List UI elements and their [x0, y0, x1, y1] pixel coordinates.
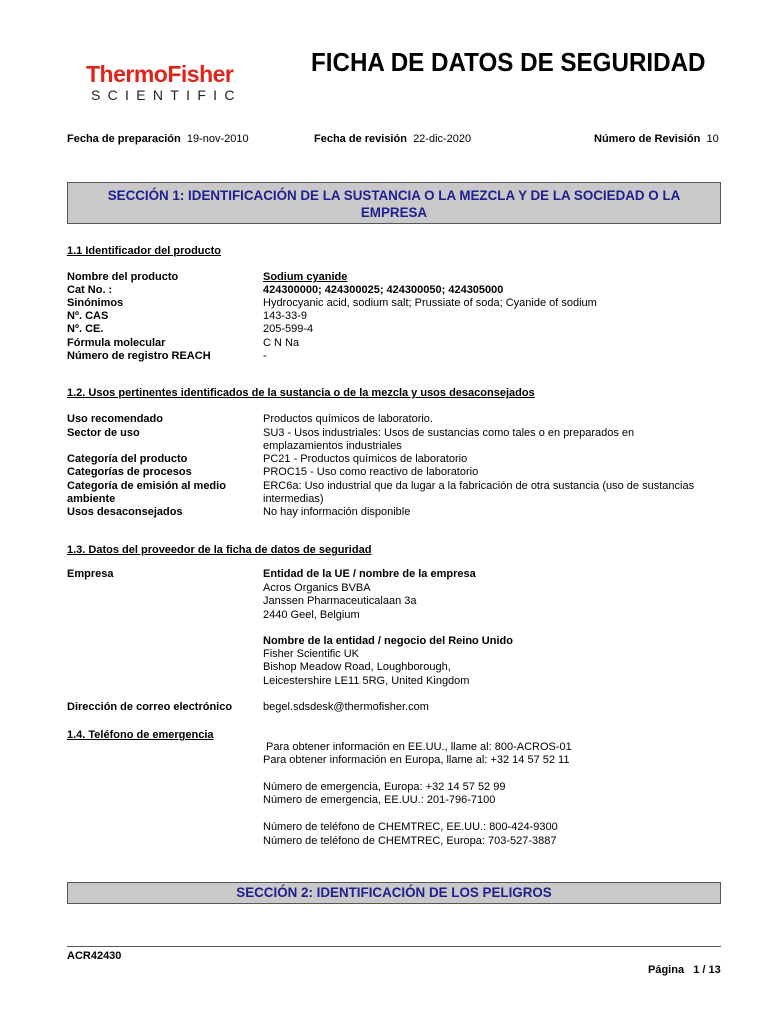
ec-label: Nº. CE.	[67, 323, 104, 335]
product-category-value: PC21 - Productos químicos de laboratorio	[263, 453, 468, 465]
section-1-header	[67, 182, 721, 224]
revision-number-value: 10	[706, 133, 719, 145]
sector-value-cont: emplazamientos industriales	[263, 440, 402, 452]
emission-category-label-cont: ambiente	[67, 493, 116, 505]
preparation-date-value: 19-nov-2010	[186, 133, 249, 145]
company-label: Empresa	[67, 568, 114, 580]
document-code: ACR42430	[67, 950, 122, 962]
eu-entity-line: Acros Organics BVBA	[263, 582, 371, 594]
section-2-title: SECCIÓN 2: IDENTIFICACIÓN DE LOS PELIGROS	[236, 885, 552, 900]
emission-category-value-cont: intermedias)	[263, 493, 324, 505]
cat-no-value: 424300000; 424300025; 424300050; 424305000	[263, 284, 504, 296]
subsection-1-2-heading: 1.2. Usos pertinentes identificados de la sustancia o de la mezcla y usos desaconsejados	[67, 387, 535, 399]
section-1-title-line1: SECCIÓN 1: IDENTIFICACIÓN DE LA SUSTANCIA O LA MEZCLA Y DE LA SOCIEDAD O LA	[107, 188, 681, 203]
cas-value: 143-33-9	[263, 310, 308, 322]
reach-value: -	[263, 350, 267, 362]
eu-entity-line: Janssen Pharmaceuticalaan 3a	[263, 595, 417, 607]
emission-category-value: ERC6a: Uso industrial que da lugar a la fabricación de otra sustancia (uso de sustancias	[263, 480, 695, 492]
email-label: Dirección de correo electrónico	[67, 701, 233, 713]
recommended-use-value: Productos químicos de laboratorio.	[263, 413, 433, 425]
formula-value: C N Na	[263, 337, 300, 349]
eu-entity-heading: Entidad de la UE / nombre de la empresa	[263, 568, 476, 580]
process-category-label: Categorías de procesos	[67, 466, 192, 478]
ec-value: 205-599-4	[263, 323, 314, 335]
footer-divider	[67, 946, 721, 947]
subsection-1-3-heading: 1.3. Datos del proveedor de la ficha de datos de seguridad	[67, 544, 372, 556]
product-name-value: Sodium cyanide	[263, 271, 348, 283]
revision-date-value: 22-dic-2020	[413, 133, 472, 145]
sector-value: SU3 - Usos industriales: Usos de sustancias como tales o en preparados en	[263, 427, 635, 439]
logo-wordmark: ThermoFisher	[86, 61, 234, 87]
emergency-phone-line: Número de teléfono de CHEMTREC, EE.UU.: 800-424-9300	[263, 821, 558, 833]
uses-advised-against-value: No hay información disponible	[263, 506, 411, 518]
uk-entity-line: Leicestershire LE11 5RG, United Kingdom	[263, 675, 470, 687]
document-title: FICHA DE DATOS DE SEGURIDAD	[311, 47, 706, 77]
emergency-phone-line: Para obtener información en EE.UU., llame al: 800-ACROS-01	[263, 741, 572, 753]
product-name-label: Nombre del producto	[67, 271, 179, 283]
reach-label: Número de registro REACH	[67, 350, 211, 362]
section-2-header	[67, 882, 721, 904]
emergency-phone-line: Para obtener información en Europa, llame al: +32 14 57 52 11	[263, 754, 570, 766]
preparation-date-label: Fecha de preparación	[67, 133, 181, 145]
uses-advised-against-label: Usos desaconsejados	[67, 506, 183, 518]
formula-label: Fórmula molecular	[67, 337, 166, 349]
cat-no-label: Cat No. :	[67, 284, 113, 296]
uk-entity-line: Bishop Meadow Road, Loughborough,	[263, 661, 451, 673]
revision-number-label: Número de Revisión	[594, 133, 701, 145]
synonyms-value: Hydrocyanic acid, sodium salt; Prussiate of soda; Cyanide of sodium	[263, 297, 597, 309]
uk-entity-heading: Nombre de la entidad / negocio del Reino Unido	[263, 635, 513, 647]
logo-subtitle: SCIENTIFIC	[91, 87, 242, 103]
synonyms-label: Sinónimos	[67, 297, 124, 309]
uk-entity-line: Fisher Scientific UK	[263, 648, 359, 660]
revision-date	[314, 132, 471, 146]
preparation-date	[67, 132, 249, 146]
revision-number	[594, 132, 719, 146]
email-value: begel.sdsdesk@thermofisher.com	[263, 701, 429, 713]
emergency-phone-line: Número de emergencia, Europa: +32 14 57 52 99	[263, 781, 506, 793]
process-category-value: PROC15 - Uso como reactivo de laboratorio	[263, 466, 479, 478]
product-category-label: Categoría del producto	[67, 453, 188, 465]
revision-date-label: Fecha de revisión	[314, 133, 407, 145]
section-1-title-line2: EMPRESA	[360, 205, 428, 220]
emergency-phone-line: Número de teléfono de CHEMTREC, Europa: 703-527-3887	[263, 835, 557, 847]
eu-entity-line: 2440 Geel, Belgium	[263, 609, 360, 621]
recommended-use-label: Uso recomendado	[67, 413, 163, 425]
page-number: Página 1 / 13	[648, 964, 721, 976]
emission-category-label: Categoría de emisión al medio	[67, 480, 226, 492]
subsection-1-1-heading: 1.1 Identificador del producto	[67, 245, 222, 257]
subsection-1-4-heading: 1.4. Teléfono de emergencia	[67, 729, 214, 741]
cas-label: Nº. CAS	[67, 310, 109, 322]
emergency-phone-line: Número de emergencia, EE.UU.: 201-796-7100	[263, 794, 496, 806]
sector-label: Sector de uso	[67, 427, 140, 439]
